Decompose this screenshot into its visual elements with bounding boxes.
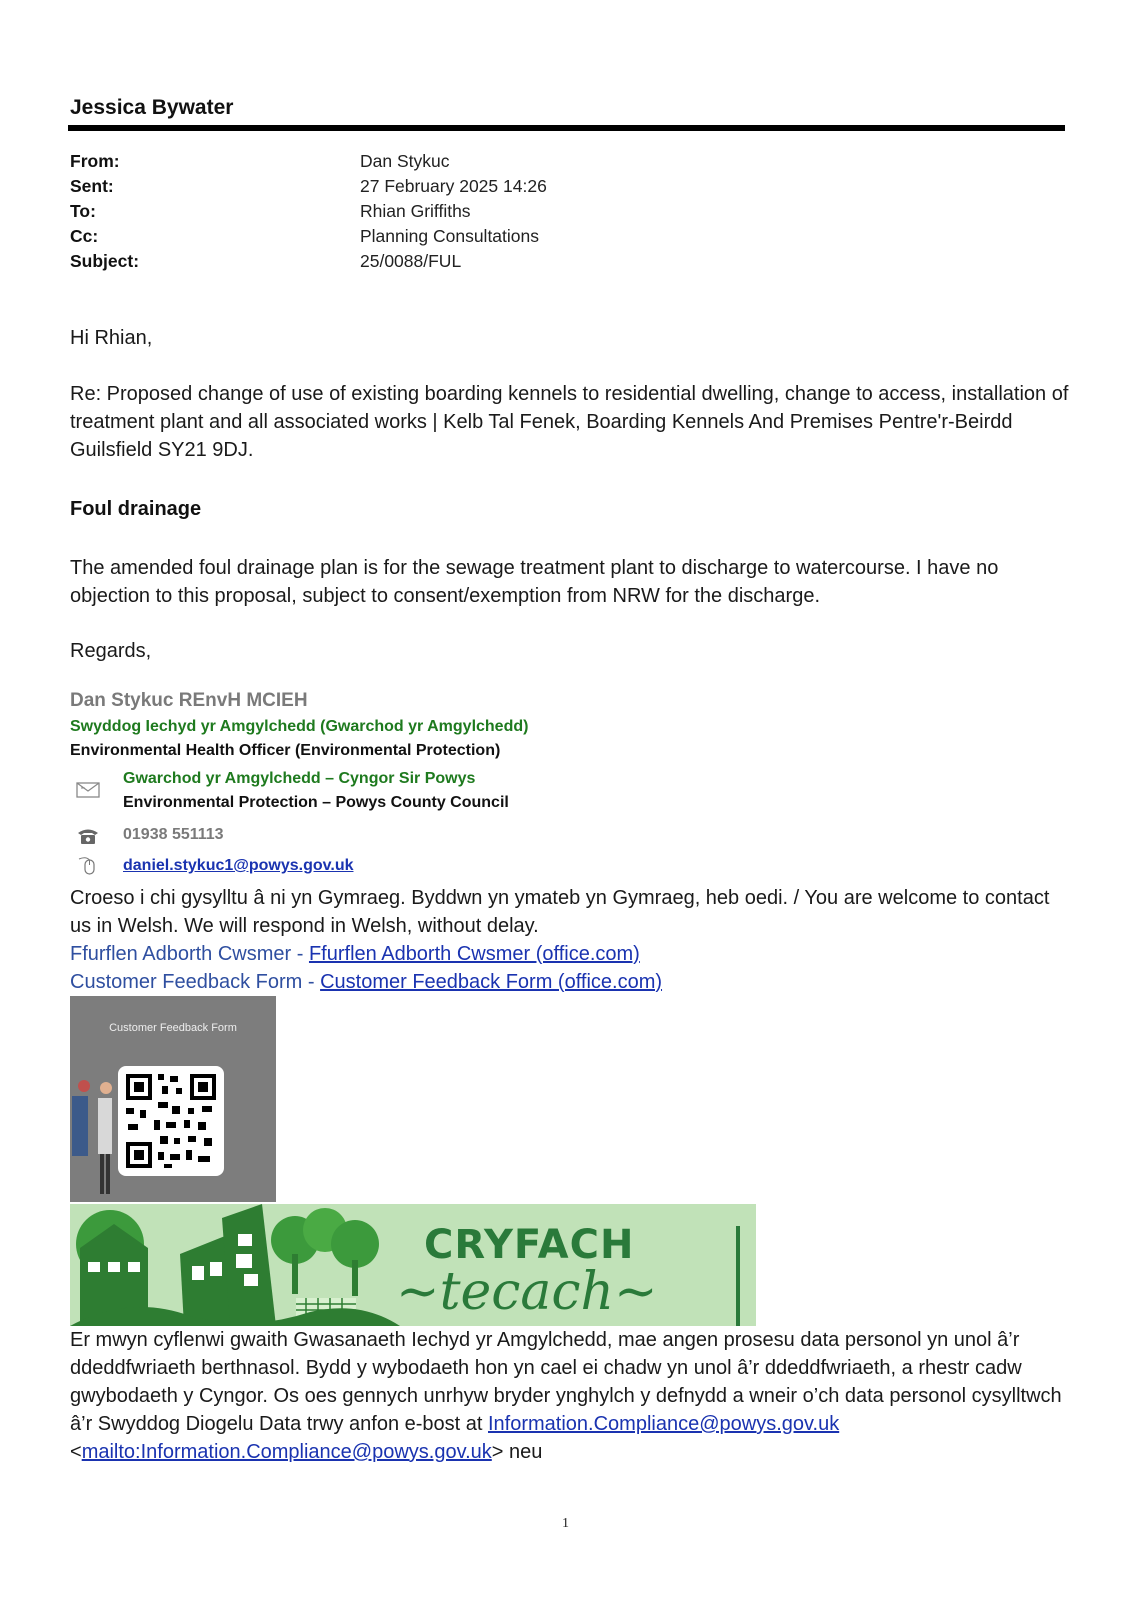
from-value: Dan Stykuc xyxy=(360,151,450,171)
re-line: Re: Proposed change of use of existing boarding kennels to residential dwelling, change to access, installation of treatment plant and all associated works | Kelb Tal Fenek, Boarding Kennels And Premises Pentre'r-Beirdd Guilsfield SY21 9DJ. xyxy=(70,383,1069,461)
from-label: From: xyxy=(70,151,120,171)
feedback-welsh-prefix: Ffurflen Adborth Cwsmer - xyxy=(70,943,309,965)
banner-divider xyxy=(736,1226,740,1326)
section-heading: Foul drainage xyxy=(70,498,202,520)
phone-number: 01938 551113 xyxy=(123,826,224,843)
qr-code-pattern xyxy=(118,1066,224,1176)
town-illustration xyxy=(70,1204,400,1326)
feedback-qr-card[interactable] xyxy=(70,996,276,1202)
privacy-notice xyxy=(70,1326,1070,1466)
phone-icon xyxy=(76,826,100,846)
subject-label: Subject: xyxy=(70,251,140,271)
signature-title-english: Environmental Health Officer (Environmental Protection) xyxy=(70,742,501,759)
qr-code xyxy=(118,1066,224,1176)
feedback-welsh-link[interactable]: Ffurflen Adborth Cwsmer (office.com) xyxy=(308,943,640,965)
envelope-icon xyxy=(76,780,100,800)
people-illustration xyxy=(70,1066,120,1202)
privacy-email-link[interactable]: Information.Compliance@powys.gov.uk xyxy=(488,1413,840,1435)
department-english: Environmental Protection – Powys County Council xyxy=(123,794,509,811)
signature-name: Dan Stykuc REnvH MCIEH xyxy=(70,690,308,711)
privacy-open-bracket: < xyxy=(70,1441,82,1463)
banner-subtitle: tecach xyxy=(439,1262,614,1322)
signature-title-welsh: Swyddog Iechyd yr Amgylchedd (Gwarchod yr Amgylchedd) xyxy=(70,718,529,735)
sent-value: 27 February 2025 14:26 xyxy=(360,176,547,196)
welsh-language-note: Croeso i chi gysylltu â ni yn Gymraeg. Byddwn yn ymateb yn Gymraeg, heb oedi. / You are welcome to contact us in Welsh. We will respond in Welsh, without delay. xyxy=(70,887,1050,937)
signoff: Regards, xyxy=(70,640,152,662)
banner-tilde-left: ~ xyxy=(396,1262,440,1322)
subject-value: 25/0088/FUL xyxy=(360,251,462,271)
department-welsh: Gwarchod yr Amgylchedd – Cyngor Sir Powys xyxy=(123,770,476,787)
page-number: 1 xyxy=(562,1516,569,1531)
qr-card-title: Customer Feedback Form xyxy=(109,1022,237,1034)
to-label: To: xyxy=(70,201,96,221)
privacy-tail: > neu xyxy=(491,1441,543,1463)
mouse-icon xyxy=(76,856,100,876)
greeting: Hi Rhian, xyxy=(70,327,153,349)
feedback-english-prefix: Customer Feedback Form - xyxy=(70,971,321,993)
to-value: Rhian Griffiths xyxy=(360,201,471,221)
feedback-welsh-line xyxy=(70,940,640,968)
sent-label: Sent: xyxy=(70,176,114,196)
cryfach-tecach-banner xyxy=(70,1204,756,1326)
feedback-english-link[interactable]: Customer Feedback Form (office.com) xyxy=(320,971,663,993)
signature-email-link[interactable]: daniel.stykuc1@powys.gov.uk xyxy=(123,857,354,874)
mailbox-owner-name: Jessica Bywater xyxy=(70,96,234,119)
feedback-english-line xyxy=(70,968,662,996)
privacy-mailto-link[interactable]: mailto:Information.Compliance@powys.gov.uk xyxy=(81,1441,492,1463)
body-paragraph: The amended foul drainage plan is for the sewage treatment plant to discharge to watercourse. I have no objection to this proposal, subject to consent/exemption from NRW for the discharge. xyxy=(70,557,999,607)
cc-value: Planning Consultations xyxy=(360,226,540,246)
banner-tilde-right: ~ xyxy=(614,1262,658,1322)
banner-subtitle-line xyxy=(396,1262,658,1322)
cc-label: Cc: xyxy=(70,226,99,246)
privacy-text: Er mwyn cyflenwi gwaith Gwasanaeth Iechyd yr Amgylchedd, mae angen prosesu data personol yn unol â’r ddeddfwriaeth berthnasol. Bydd y wybodaeth hon yn cael ei chadw yn unol â’r ddeddfwriaeth, a rhestr cadw gwybodaeth y Cyngor. Os oes gennych unrhyw bryder ynghylch y defnydd a wneir o’ch data personol cysylltwch â’r Swyddog Diogelu Data trwy anfon e-bost at xyxy=(70,1329,1062,1435)
header-divider xyxy=(68,125,1065,131)
banner-title: CRYFACH xyxy=(424,1222,635,1268)
